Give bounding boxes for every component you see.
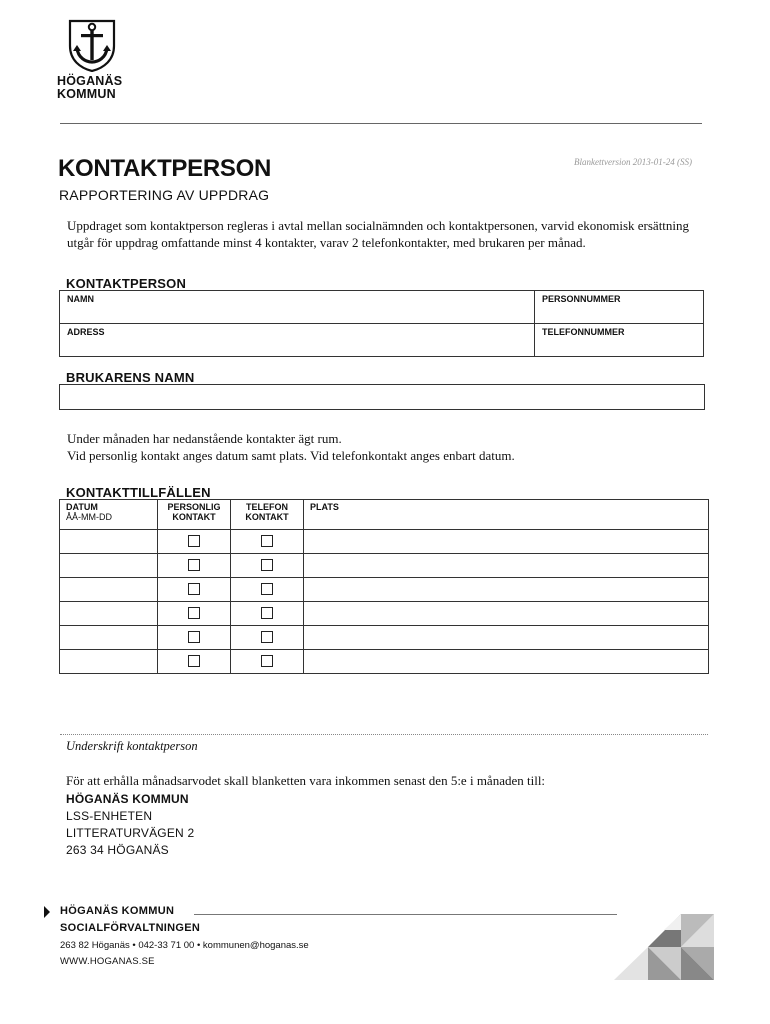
telefon-checkbox-cell [231,554,304,578]
brukarens-namn-heading: BRUKARENS NAMN [66,370,195,385]
telefonnummer-label: TELEFONNUMMER [542,327,625,337]
plats-cell[interactable] [304,626,709,650]
personlig-checkbox-cell [158,554,231,578]
datum-label: DATUM [66,502,98,512]
plats-cell[interactable] [304,554,709,578]
personlig-label: PERSONLIG [167,502,221,512]
personlig-kontakt-checkbox[interactable] [188,583,200,595]
form-subtitle: RAPPORTERING AV UPPDRAG [59,187,270,203]
telefon-kontakt-header [231,500,304,530]
personlig-kontakt-label: KONTAKT [172,512,216,522]
footer-divider [194,914,617,915]
namn-label: NAMN [67,294,94,304]
instructions-line-1: Under månaden har nedanstående kontakter ägt rum. [67,431,342,446]
footer-triangle-pattern [614,914,714,980]
telefon-kontakt-checkbox[interactable] [261,583,273,595]
submission-postal: 263 34 HÖGANÄS [66,843,169,857]
telefon-checkbox-cell [231,650,304,674]
personlig-kontakt-checkbox[interactable] [188,535,200,547]
plats-cell[interactable] [304,578,709,602]
logo-line-1: HÖGANÄS [57,74,123,88]
telefon-checkbox-cell [231,530,304,554]
datum-format-label: ÅÅ-MM-DD [66,512,112,522]
table-header-row [60,500,709,530]
logo-line-2: KOMMUN [57,87,116,101]
instructions-line-2: Vid personlig kontakt anges datum samt plats. Vid telefonkontakt anges enbart datum. [67,448,515,463]
personlig-checkbox-cell [158,650,231,674]
telefon-kontakt-checkbox[interactable] [261,655,273,667]
header-divider [60,123,702,124]
personlig-checkbox-cell [158,626,231,650]
kontaktperson-table [59,290,704,357]
table-row [60,650,709,674]
datum-header [60,500,158,530]
submission-street: LITTERATURVÄGEN 2 [66,826,195,840]
telefon-kontakt-label: KONTAKT [245,512,289,522]
personlig-kontakt-checkbox[interactable] [188,655,200,667]
personlig-checkbox-cell [158,578,231,602]
personlig-kontakt-checkbox[interactable] [188,631,200,643]
personlig-checkbox-cell [158,602,231,626]
datum-cell[interactable] [60,626,158,650]
telefonnummer-field[interactable] [535,324,704,357]
signature-label: Underskrift kontaktperson [66,739,198,753]
telefon-kontakt-checkbox[interactable] [261,631,273,643]
table-row [60,530,709,554]
personnummer-label: PERSONNUMMER [542,294,621,304]
telefon-checkbox-cell [231,578,304,602]
personnummer-field[interactable] [535,291,704,324]
plats-cell[interactable] [304,650,709,674]
adress-field[interactable] [60,324,535,357]
plats-cell[interactable] [304,602,709,626]
personlig-kontakt-checkbox[interactable] [188,559,200,571]
form-title: KONTAKTPERSON [58,155,271,182]
plats-header [304,500,709,530]
footer-contact-info: 263 82 Höganäs • 042-33 71 00 • kommunen@hoganas.se [60,940,309,951]
kontakttillfallen-table [59,499,709,674]
intro-paragraph: Uppdraget som kontaktperson regleras i avtal mellan socialnämnden och kontaktpersonen, varvid ekonomisk ersättning utgår för uppdrag omfattande minst 4 kontakter, varav 2 telefonkontakter, med brukaren per månad. [67,218,690,250]
telefon-label: TELEFON [246,502,288,512]
datum-cell[interactable] [60,602,158,626]
table-row [60,578,709,602]
telefon-checkbox-cell [231,602,304,626]
table-row [60,554,709,578]
datum-cell[interactable] [60,530,158,554]
namn-field[interactable] [60,291,535,324]
footer-arrow-icon [44,906,50,918]
adress-label: ADRESS [67,327,105,337]
signature-line [60,734,708,735]
logo-wordmark [57,75,122,101]
personlig-checkbox-cell [158,530,231,554]
telefon-kontakt-checkbox[interactable] [261,607,273,619]
datum-cell[interactable] [60,650,158,674]
brukarens-namn-field[interactable] [59,384,705,410]
form-version: Blankettversion 2013-01-24 (SS) [574,157,692,167]
footer-department: SOCIALFÖRVALTNINGEN [60,922,201,934]
telefon-checkbox-cell [231,626,304,650]
submission-note: För att erhålla månadsarvodet skall blanketten vara inkommen senast den 5:e i månaden till: [66,773,546,788]
instructions [67,430,515,464]
table-row [60,626,709,650]
telefon-kontakt-checkbox[interactable] [261,535,273,547]
kontakttillfallen-heading: KONTAKTTILLFÄLLEN [66,485,211,500]
plats-label: PLATS [310,502,339,512]
submission-unit: LSS-ENHETEN [66,809,153,823]
footer-website: WWW.HOGANAS.SE [60,956,155,967]
table-row [60,602,709,626]
kontaktperson-heading: KONTAKTPERSON [66,276,187,291]
telefon-kontakt-checkbox[interactable] [261,559,273,571]
footer-org-name: HÖGANÄS KOMMUN [60,905,175,917]
hoganas-anchor-shield-logo [66,18,118,72]
submission-org: HÖGANÄS KOMMUN [66,792,189,806]
datum-cell[interactable] [60,554,158,578]
datum-cell[interactable] [60,578,158,602]
personlig-kontakt-header [158,500,231,530]
plats-cell[interactable] [304,530,709,554]
personlig-kontakt-checkbox[interactable] [188,607,200,619]
